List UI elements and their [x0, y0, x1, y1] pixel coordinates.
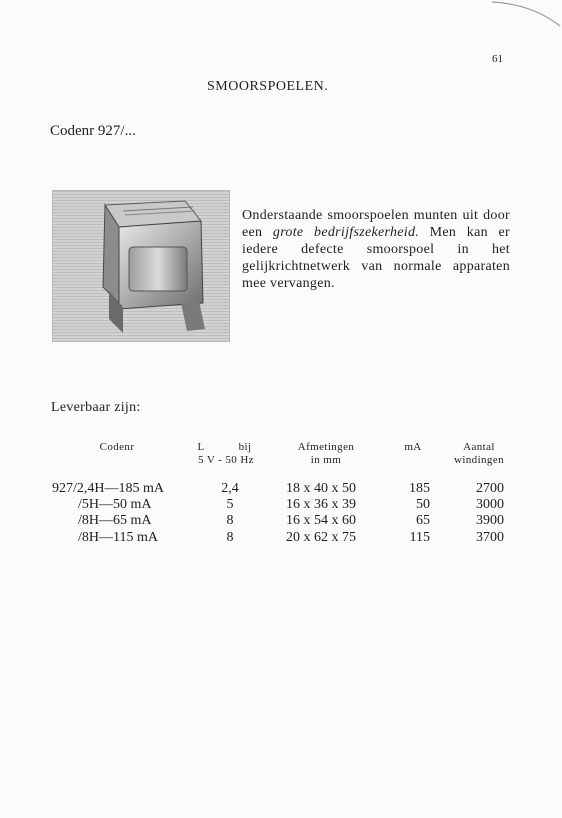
header-afmetingen: Afmetingen: [297, 441, 355, 453]
row-4-dims: 20 x 62 x 75: [286, 530, 356, 545]
intro-text-1: Onderstaande smoorspoelen munten uit door een: [242, 208, 510, 240]
row-4-windings: 3700: [476, 530, 504, 545]
page-edge-curl: [492, 0, 562, 30]
row-2-ma: 50: [416, 497, 430, 512]
row-3-l: 8: [226, 513, 234, 528]
row-2-windings: 3000: [476, 497, 504, 512]
row-3-dims: 16 x 54 x 60: [286, 513, 356, 528]
header-bij: bij: [238, 441, 252, 453]
row-2-code: /5H—50 mA: [78, 497, 152, 512]
header-aantal: Aantal: [463, 441, 495, 453]
row-1-code: 927/2,4H—185 mA: [52, 481, 164, 496]
header-l: L: [197, 441, 205, 453]
row-3-code: /8H—65 mA: [78, 513, 152, 528]
section-title: SMOORSPOELEN.: [207, 79, 329, 94]
row-4-ma: 115: [409, 530, 430, 545]
row-1-windings: 2700: [476, 481, 504, 496]
row-2-dims: 16 x 36 x 39: [286, 497, 356, 512]
row-3-windings: 3900: [476, 513, 504, 528]
intro-text-2: Men kan er iedere defecte smoorspoel in het gelijkrichtnetwerk van normale apparaten mee vervangen.: [242, 225, 510, 291]
row-1-ma: 185: [409, 481, 430, 496]
row-1-dims: 18 x 40 x 50: [286, 481, 356, 496]
header-codenr: Codenr: [99, 441, 135, 453]
row-4-l: 8: [226, 530, 234, 545]
header-in-mm: in mm: [310, 454, 342, 466]
page-number: 61: [492, 53, 503, 65]
choke-coil-photo: [52, 190, 230, 342]
available-label: Leverbaar zijn:: [51, 400, 141, 415]
intro-emphasis: grote bedrijfszekerheid.: [272, 225, 420, 240]
row-4-code: /8H—115 mA: [78, 530, 158, 545]
header-voltage: 5 V - 50 Hz: [198, 454, 254, 466]
row-1-l: 2,4: [221, 481, 239, 496]
code-prefix: Codenr 927/...: [50, 123, 136, 139]
header-ma: mA: [404, 441, 422, 453]
row-3-ma: 65: [416, 513, 430, 528]
header-windingen: windingen: [453, 454, 505, 466]
intro-paragraph: [242, 207, 510, 292]
row-2-l: 5: [226, 497, 234, 512]
